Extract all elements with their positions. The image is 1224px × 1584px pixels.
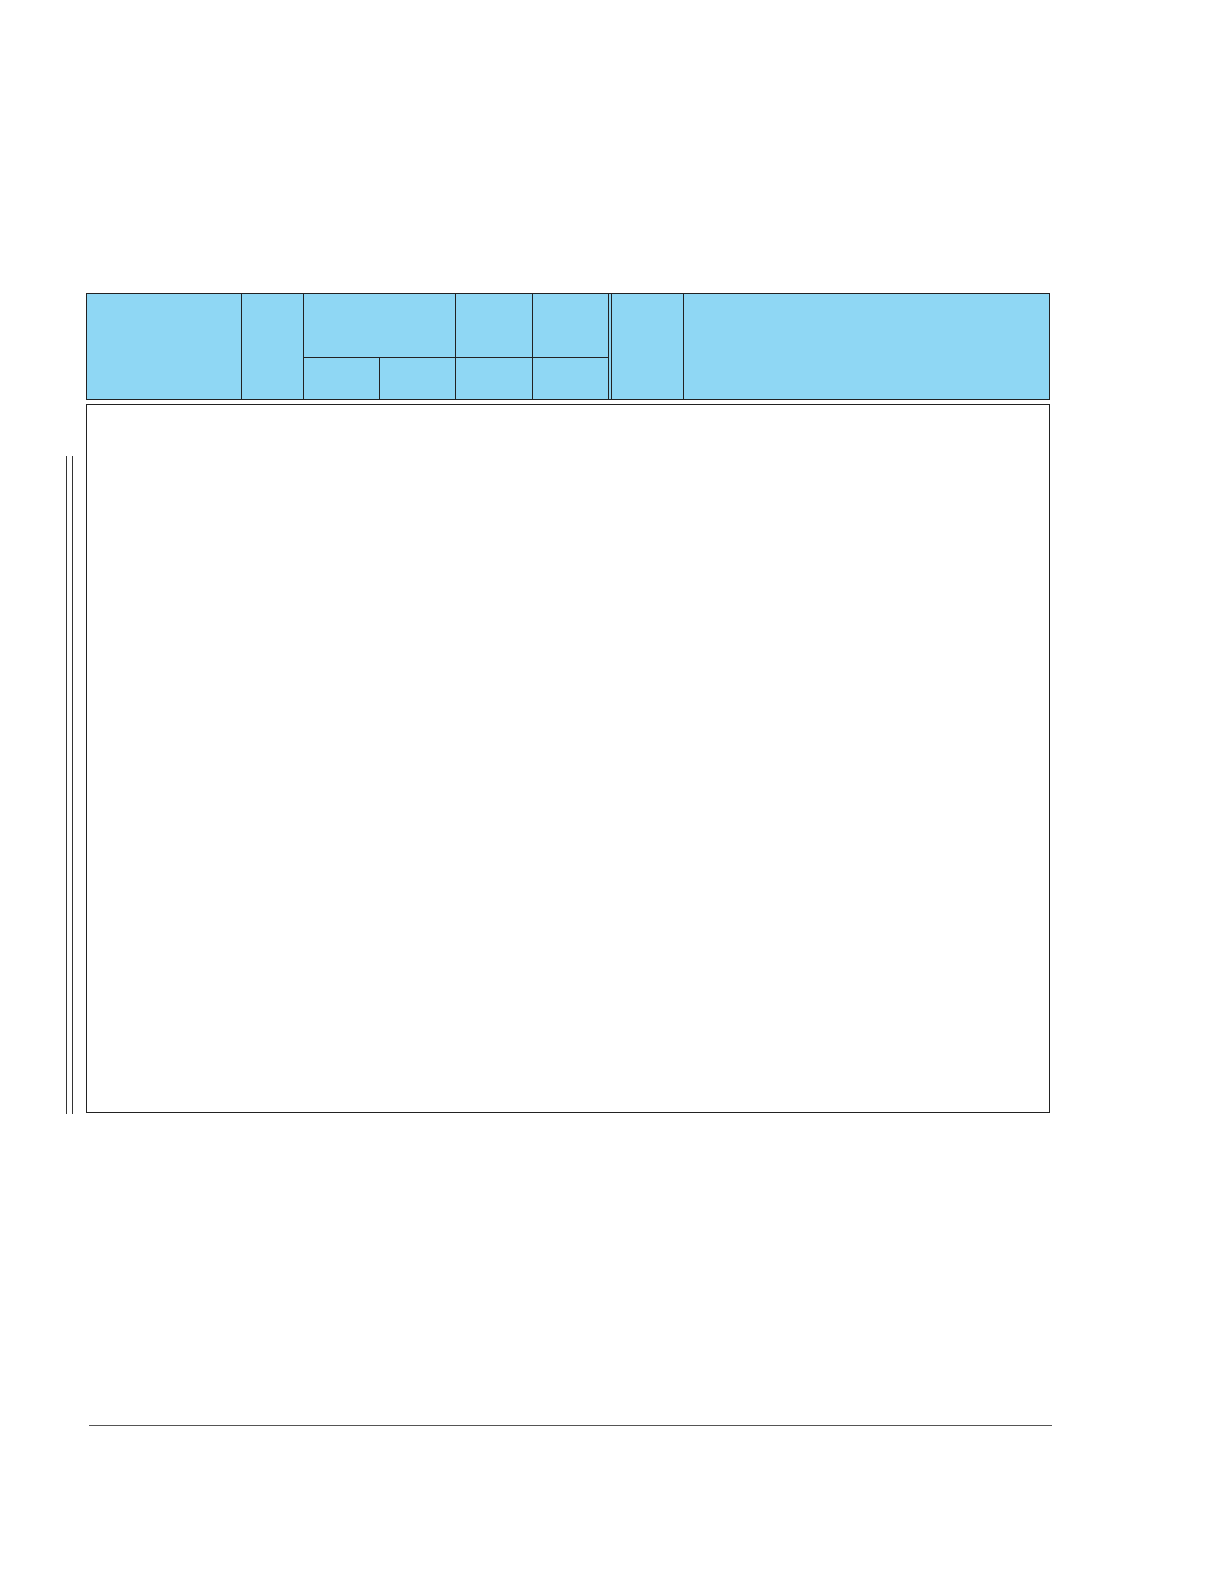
table-body: [86, 404, 1050, 1113]
margin-change-bar: [66, 456, 67, 1114]
table-header: [86, 293, 1050, 400]
margin-change-bar: [72, 456, 73, 1114]
footer-rule: [89, 1425, 1052, 1426]
